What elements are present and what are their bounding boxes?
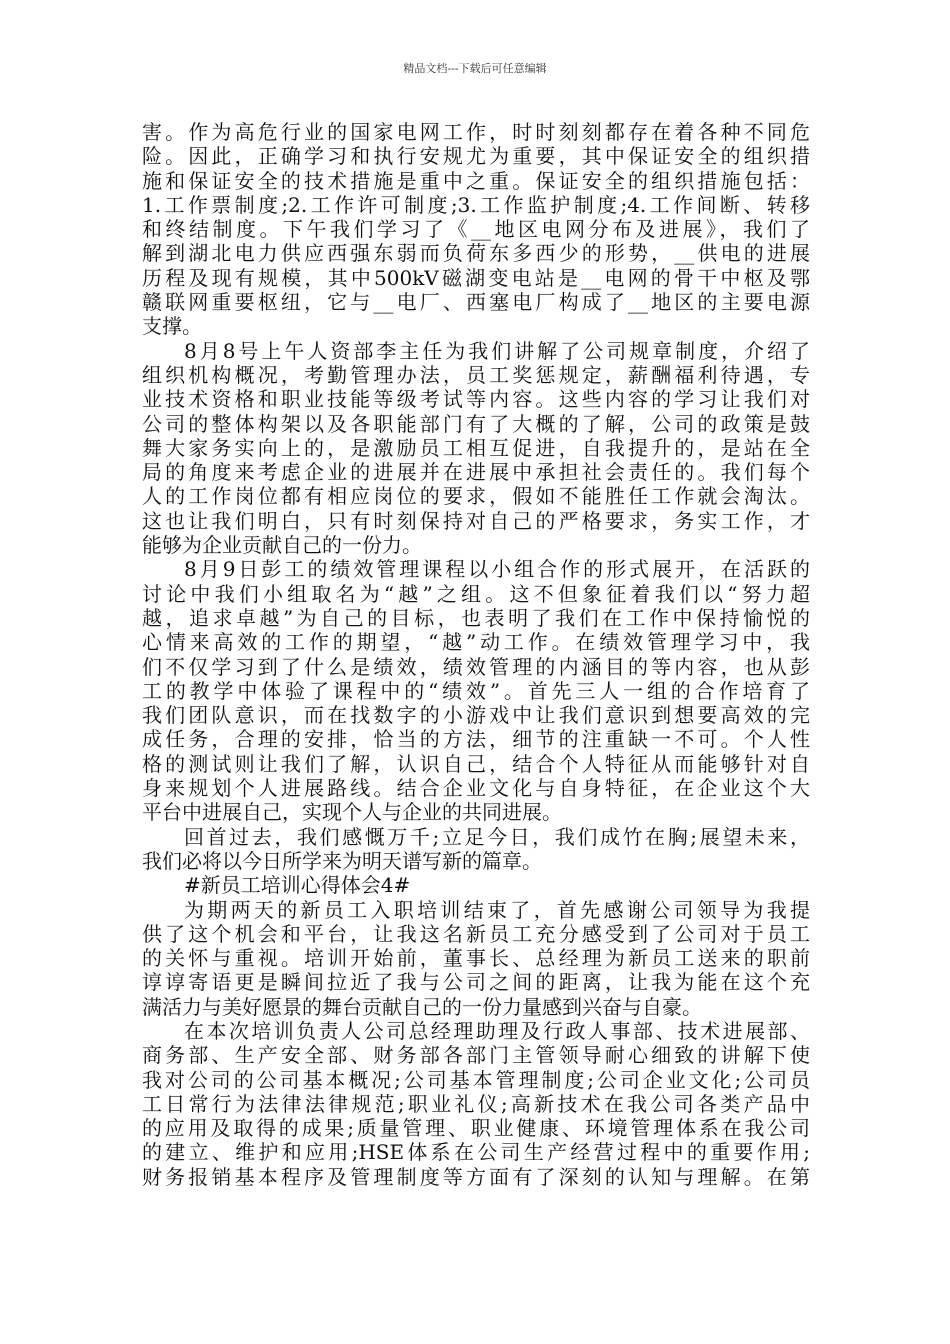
text-line: 我们团队意识，而在找数字的小游戏中让我们意识到想要高效的完 bbox=[142, 703, 810, 728]
text-line: 局的角度来考虑企业的进展并在进展中承担社会责任的。我们每个 bbox=[142, 460, 810, 485]
text-line: 格的测试则让我们了解，认识自己，结合个人特征从而能够针对自 bbox=[142, 751, 810, 776]
text-line: 在本次培训负责人公司总经理助理及行政人事部、技术进展部、 bbox=[184, 1018, 810, 1043]
text-line: 工日常行为法律法律规范;职业礼仪;高新技术在我公司各类产品中 bbox=[142, 1091, 810, 1116]
text-line: 们不仅学习到了什么是绩效，绩效管理的内涵目的等内容，也从彭 bbox=[142, 654, 810, 679]
text-line: 1.工作票制度;2.工作许可制度;3.工作监护制度;4.工作间断、转移 bbox=[142, 192, 810, 217]
text-line: 人的工作岗位都有相应岗位的要求，假如不能胜任工作就会淘汰。 bbox=[142, 484, 810, 509]
text-line: 满活力与美好愿景的舞台贡献自己的一份力量感到兴奋与自豪。 bbox=[142, 994, 702, 1019]
text-line: 讨论中我们小组取名为“越”之组。这不但象征着我们以“努力超 bbox=[142, 581, 810, 606]
text-line: 能够为企业贡献自己的一份力。 bbox=[142, 533, 422, 558]
text-line: 身来规划个人进展路线。结合企业文化与自身特征，在企业这个大 bbox=[142, 776, 810, 801]
text-line: 舞大家务实向上的，是激励员工相互促进，自我提升的，是站在全 bbox=[142, 435, 810, 460]
text-line: 赣联网重要枢纽，它与__电厂、西塞电厂构成了__地区的主要电源 bbox=[142, 290, 810, 315]
text-line: 支撑。 bbox=[142, 314, 202, 339]
text-line: 险。因此，正确学习和执行安规尤为重要，其中保证安全的组织措 bbox=[142, 144, 810, 169]
text-line: 我们必将以今日所学来为明天谱写新的篇章。 bbox=[142, 848, 542, 873]
text-line: 8月8号上午人资部李主任为我们讲解了公司规章制度，介绍了 bbox=[184, 338, 810, 363]
text-line: 成任务，合理的安排，恰当的方法，细节的注重缺一不可。个人性 bbox=[142, 727, 810, 752]
text-line: 供了这个机会和平台，让我这名新员工充分感受到了公司对于员工 bbox=[142, 921, 810, 946]
text-line: 我对公司的公司基本概况;公司基本管理制度;公司企业文化;公司员 bbox=[142, 1067, 810, 1092]
text-line: 的应用及取得的成果;质量管理、职业健康、环境管理体系在我公司 bbox=[142, 1116, 810, 1141]
text-line: 平台中进展自己，实现个人与企业的共同进展。 bbox=[142, 800, 562, 825]
section-heading: #新员工培训心得体会4# bbox=[184, 873, 411, 898]
text-line: 组织机构概况，考勤管理办法，员工奖惩规定，薪酬福利待遇，专 bbox=[142, 362, 810, 387]
text-line: 财务报销基本程序及管理制度等方面有了深刻的认知与理解。在第 bbox=[142, 1164, 810, 1189]
text-line: 越，追求卓越”为自己的目标，也表明了我们在工作中保持愉悦的 bbox=[142, 605, 810, 630]
text-line: 回首过去，我们感慨万千;立足今日，我们成竹在胸;展望未来， bbox=[184, 824, 810, 849]
text-line: 施和保证安全的技术措施是重中之重。保证安全的组织措施包括： bbox=[142, 168, 810, 193]
text-line: 这也让我们明白，只有时刻保持对自己的严格要求，务实工作，才 bbox=[142, 508, 810, 533]
text-line: 的建立、维护和应用;HSE体系在公司生产经营过程中的重要作用; bbox=[142, 1140, 810, 1165]
text-line: 历程及现有规模，其中500kV磁湖变电站是__电网的骨干中枢及鄂 bbox=[142, 265, 810, 290]
text-line: 心情来高效的工作的期望，“越”动工作。在绩效管理学习中，我 bbox=[142, 630, 810, 655]
text-line: 的关怀与重视。培训开始前，董事长、总经理为新员工送来的职前 bbox=[142, 946, 810, 971]
page-header: 精品文档---下载后可任意编辑 bbox=[403, 62, 547, 75]
text-line: 8月9日彭工的绩效管理课程以小组合作的形式展开，在活跃的 bbox=[184, 557, 810, 582]
document-body bbox=[142, 120, 810, 1189]
text-line: 解到湖北电力供应西强东弱而负荷东多西少的形势，__供电的进展 bbox=[142, 241, 810, 266]
text-line: 公司的整体构架以及各职能部门有了大概的了解，公司的政策是鼓 bbox=[142, 411, 810, 436]
text-line: 为期两天的新员工入职培训结束了，首先感谢公司领导为我提 bbox=[184, 897, 810, 922]
text-line: 害。作为高危行业的国家电网工作，时时刻刻都存在着各种不同危 bbox=[142, 120, 810, 144]
text-line: 业技术资格和职业技能等级考试等内容。这些内容的学习让我们对 bbox=[142, 387, 810, 412]
text-line: 和终结制度。下午我们学习了《__地区电网分布及进展》，我们了 bbox=[142, 217, 810, 242]
text-line: 谆谆寄语更是瞬间拉近了我与公司之间的距离，让我为能在这个充 bbox=[142, 970, 810, 995]
text-line: 工的教学中体验了课程中的“绩效”。首先三人一组的合作培育了 bbox=[142, 678, 810, 703]
text-line: 商务部、生产安全部、财务部各部门主管领导耐心细致的讲解下使 bbox=[142, 1043, 810, 1068]
